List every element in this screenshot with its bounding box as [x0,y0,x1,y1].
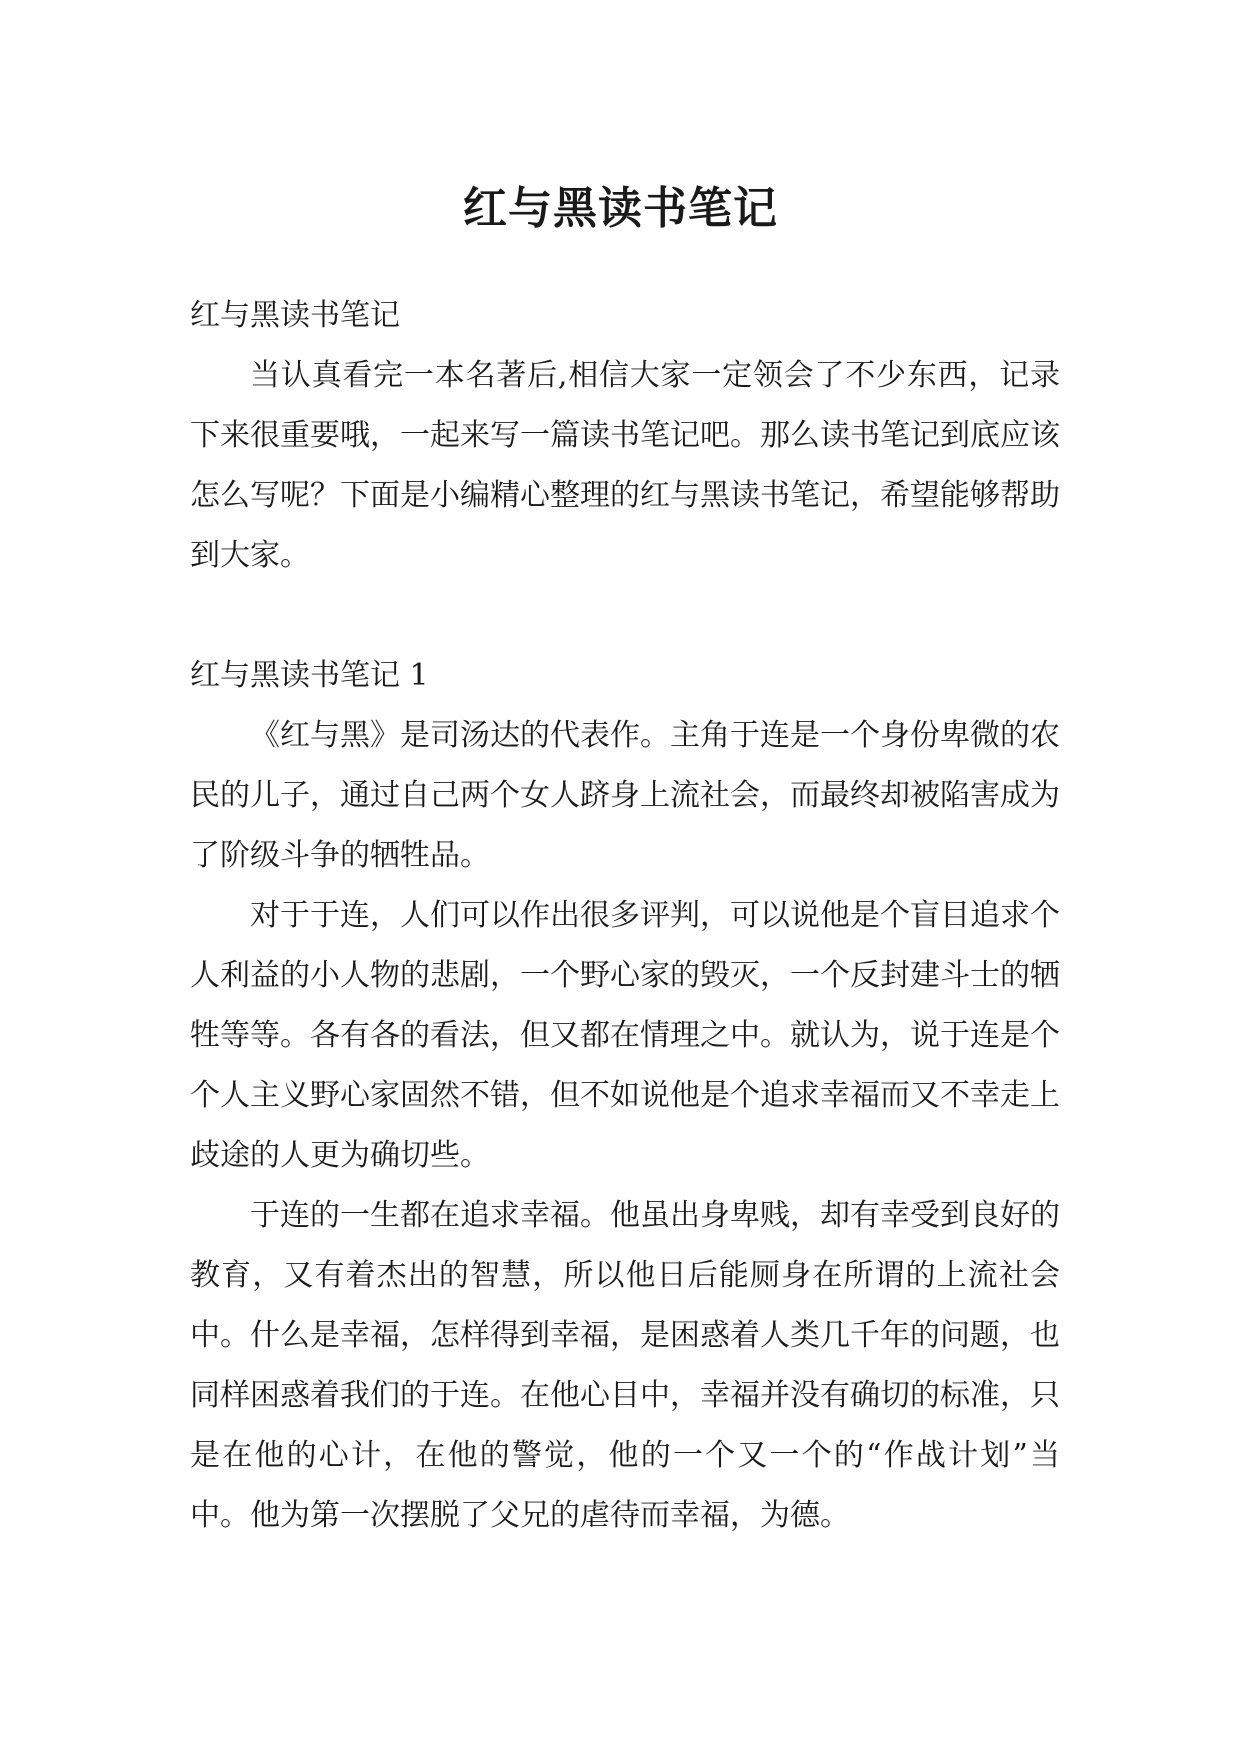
section-spacer [190,586,1060,646]
body-paragraph: 《红与黑》是司汤达的代表作。主角于连是一个身份卑微的农民的儿子，通过自己两个女人跻身上流社会，而最终却被陷害成为了阶级斗争的牺牲品。 [190,718,1060,873]
document-body [190,286,1060,1546]
intro-paragraph: 当认真看完一本名著后,相信大家一定领会了不少东西，记录下来很重要哦，一起来写一篇读书笔记吧。那么读书笔记到底应该怎么写呢？下面是小编精心整理的红与黑读书笔记，希望能够帮助到大家。 [190,358,1060,573]
body-paragraph: 于连的一生都在追求幸福。他虽出身卑贱，却有幸受到良好的教育，又有着杰出的智慧，所以他日后能厕身在所谓的上流社会中。什么是幸福，怎样得到幸福，是困惑着人类几千年的问题，也同样困惑着我们的于连。在他心目中，幸福并没有确切的标准，只是在他的心计，在他的警觉，他的一个又一个的“作战计划”当中。他为第一次摆脱了父兄的虐待而幸福，为德。 [190,1198,1060,1533]
document-title: 红与黑读书笔记 [463,183,778,235]
sub-heading: 红与黑读书笔记 [190,298,400,333]
section-heading: 红与黑读书笔记 1 [190,658,429,693]
body-paragraph: 对于于连，人们可以作出很多评判，可以说他是个盲目追求个人利益的小人物的悲剧，一个野心家的毁灭，一个反封建斗士的牺牲等等。各有各的看法，但又都在情理之中。就认为，说于连是个个人主义野心家固然不错，但不如说他是个追求幸福而又不幸走上歧途的人更为确切些。 [190,898,1060,1173]
